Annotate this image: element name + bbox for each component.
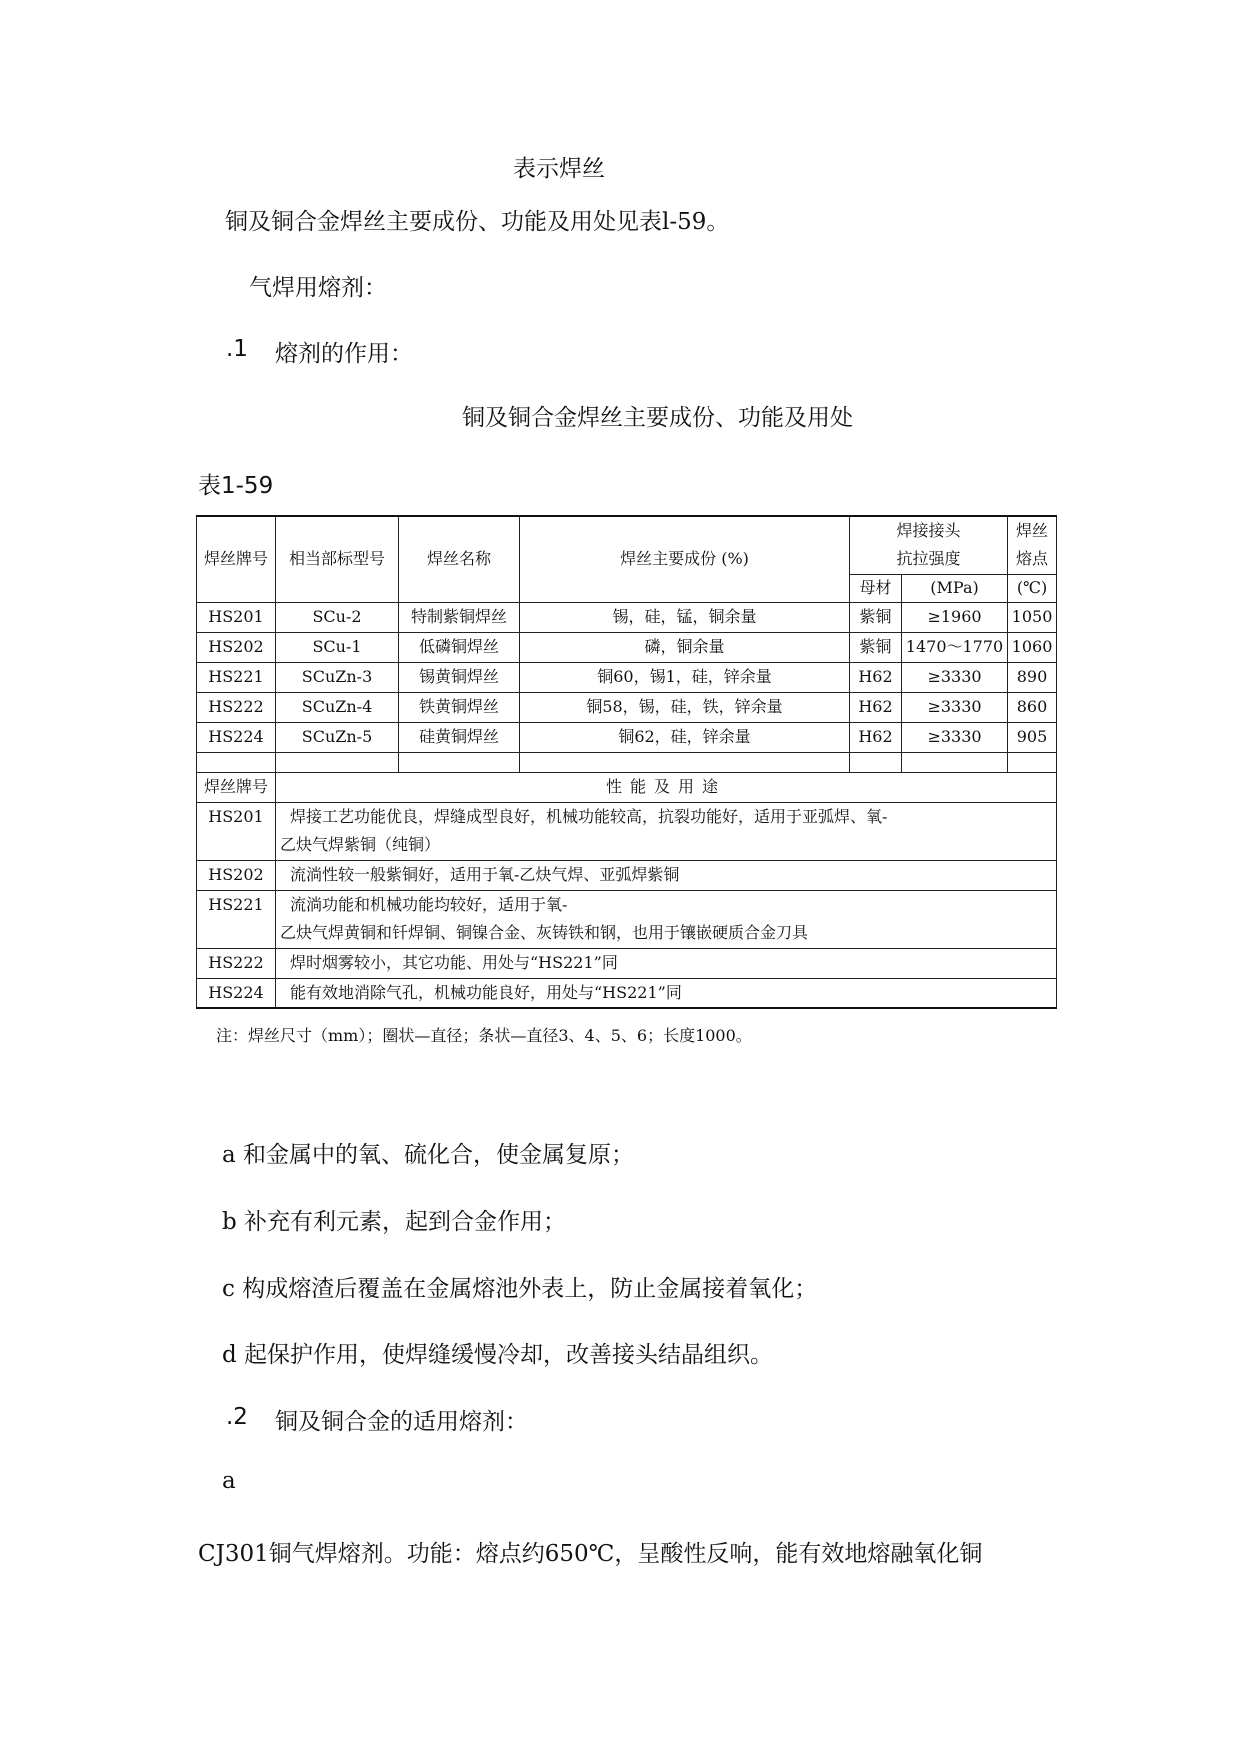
intro-paragraph: 铜及铜合金焊丝主要成份、功能及用处见表l-59。 (225, 209, 730, 235)
cell-base-metal: H62 (850, 692, 902, 722)
cell-composition: 铜60，锡1，硅，锌余量 (520, 662, 850, 692)
cell-standard: SCuZn-5 (276, 722, 399, 752)
usage-line: 乙炔气焊紫铜（纯铜） (280, 835, 441, 854)
table-note: 注：焊丝尺寸（mm）；圈状—直径；条状—直径3、4、5、6；长度1000。 (216, 1026, 752, 1045)
cell-base-metal: 紫铜 (850, 632, 902, 662)
cell-name: 硅黄铜焊丝 (399, 722, 520, 752)
list-item-letter: d (222, 1342, 237, 1368)
subsection-1-number: .1 (226, 336, 248, 362)
usage-text (276, 890, 1057, 948)
cell-base-metal: 紫铜 (850, 602, 902, 632)
usage-row (197, 890, 1057, 948)
cell-standard: SCuZn-4 (276, 692, 399, 722)
cell-composition: 铜62，硅，锌余量 (520, 722, 850, 752)
cell-name: 锡黄铜焊丝 (399, 662, 520, 692)
cell-grade: HS224 (197, 722, 276, 752)
usage-header: 性能及用途 (276, 772, 1057, 802)
cell-composition: 锡，硅，锰，铜余量 (520, 602, 850, 632)
header-joint-strength (850, 516, 1008, 574)
header-joint-line1: 焊接接头 (896, 521, 961, 541)
cell-melt: 1050 (1008, 602, 1057, 632)
header-composition: 焊丝主要成份 (%) (520, 516, 850, 602)
list-item-text: 起保护作用，使焊缝缓慢冷却，改善接头结晶组织。 (244, 1342, 774, 1368)
table-row (197, 692, 1057, 722)
cell-melt: 905 (1008, 722, 1057, 752)
table-row-empty (197, 752, 1057, 772)
list-item-letter: c (222, 1276, 235, 1302)
cell-grade: HS202 (197, 632, 276, 662)
cell-name: 铁黄铜焊丝 (399, 692, 520, 722)
usage-header-row (197, 772, 1057, 802)
usage-row (197, 802, 1057, 860)
list-item (222, 1336, 773, 1369)
cell-name: 特制紫铜焊丝 (399, 602, 520, 632)
cell-melt: 1060 (1008, 632, 1057, 662)
header-base-metal: 母材 (850, 574, 902, 602)
list-item (222, 1136, 634, 1169)
cell-name: 低磷铜焊丝 (399, 632, 520, 662)
list-item-letter: a (222, 1142, 236, 1168)
usage-row (197, 978, 1057, 1008)
cell-melt: 860 (1008, 692, 1057, 722)
usage-text: 焊时烟雾较小，其它功能、用处与“HS221”同 (276, 948, 1057, 978)
usage-grade: HS224 (197, 978, 276, 1008)
header-melt-unit: (℃) (1008, 574, 1057, 602)
header-melting-point (1008, 516, 1057, 574)
header-melt-line2: 熔点 (1016, 549, 1049, 569)
usage-header-grade: 焊丝牌号 (197, 772, 276, 802)
usage-row (197, 860, 1057, 890)
cell-strength: ≥3330 (902, 692, 1008, 722)
item-a-second: a (222, 1468, 236, 1494)
list-item-text: 补充有利元素，起到合金作用； (244, 1209, 567, 1235)
cell-standard: SCu-2 (276, 602, 399, 632)
usage-text: 能有效地消除气孔，机械功能良好，用处与“HS221”同 (276, 978, 1057, 1008)
cell-grade: HS221 (197, 662, 276, 692)
cell-composition: 磷，铜余量 (520, 632, 850, 662)
usage-grade: HS202 (197, 860, 276, 890)
usage-grade: HS201 (197, 802, 276, 860)
list-item (222, 1270, 817, 1303)
usage-grade: HS222 (197, 948, 276, 978)
table-row (197, 662, 1057, 692)
header-standard-model: 相当部标型号 (276, 516, 399, 602)
cell-strength: ≥1960 (902, 602, 1008, 632)
cell-melt: 890 (1008, 662, 1057, 692)
header-wire-name: 焊丝名称 (399, 516, 520, 602)
table-row (197, 632, 1057, 662)
usage-line: 乙炔气焊黄铜和钎焊铜、铜镍合金、灰铸铁和钢，也用于镶嵌硬质合金刀具 (280, 923, 809, 942)
usage-line: 流淌功能和机械功能均较好，适用于氧- (290, 895, 568, 914)
subsection-2-title: 铜及铜合金的适用熔剂： (275, 1409, 528, 1435)
list-item (222, 1203, 566, 1236)
table-row (197, 722, 1057, 752)
header-grade: 焊丝牌号 (197, 516, 276, 602)
cell-composition: 铜58，锡，硅，铁，锌余量 (520, 692, 850, 722)
subsection-2-number: .2 (226, 1404, 248, 1430)
table-caption: 铜及铜合金焊丝主要成份、功能及用处 (462, 405, 853, 431)
list-item-text: 构成熔渣后覆盖在金属熔池外表上，防止金属接着氧化； (242, 1276, 818, 1302)
cell-standard: SCuZn-3 (276, 662, 399, 692)
header-joint-line2: 抗拉强度 (896, 549, 961, 569)
header-melt-line1: 焊丝 (1016, 521, 1049, 541)
usage-text: 流淌性较一般紫铜好，适用于氧-乙炔气焊、亚弧焊紫铜 (276, 860, 1057, 890)
table-label: 表1-59 (198, 473, 274, 499)
list-item-letter: b (222, 1209, 237, 1235)
welding-wire-table (196, 515, 1057, 1009)
cell-grade: HS222 (197, 692, 276, 722)
closing-paragraph: CJ301铜气焊熔剂。功能：熔点约650℃，呈酸性反响，能有效地熔融氧化铜 (198, 1541, 983, 1567)
usage-row (197, 948, 1057, 978)
list-item-text: 和金属中的氧、硫化合，使金属复原； (243, 1142, 635, 1168)
usage-grade: HS221 (197, 890, 276, 948)
cell-standard: SCu-1 (276, 632, 399, 662)
cell-base-metal: H62 (850, 722, 902, 752)
cell-base-metal: H62 (850, 662, 902, 692)
table-row (197, 602, 1057, 632)
header-mpa: (MPa) (902, 574, 1008, 602)
cell-grade: HS201 (197, 602, 276, 632)
subsection-1-title: 熔剂的作用： (275, 341, 413, 367)
usage-text (276, 802, 1057, 860)
cell-strength: 1470～1770 (902, 632, 1008, 662)
title-line: 表示焊丝 (513, 156, 605, 182)
cell-strength: ≥3330 (902, 722, 1008, 752)
cell-strength: ≥3330 (902, 662, 1008, 692)
usage-line: 焊接工艺功能优良，焊缝成型良好，机械功能较高，抗裂功能好，适用于亚弧焊、氧- (290, 807, 888, 826)
section-flux-heading: 气焊用熔剂： (249, 275, 387, 301)
